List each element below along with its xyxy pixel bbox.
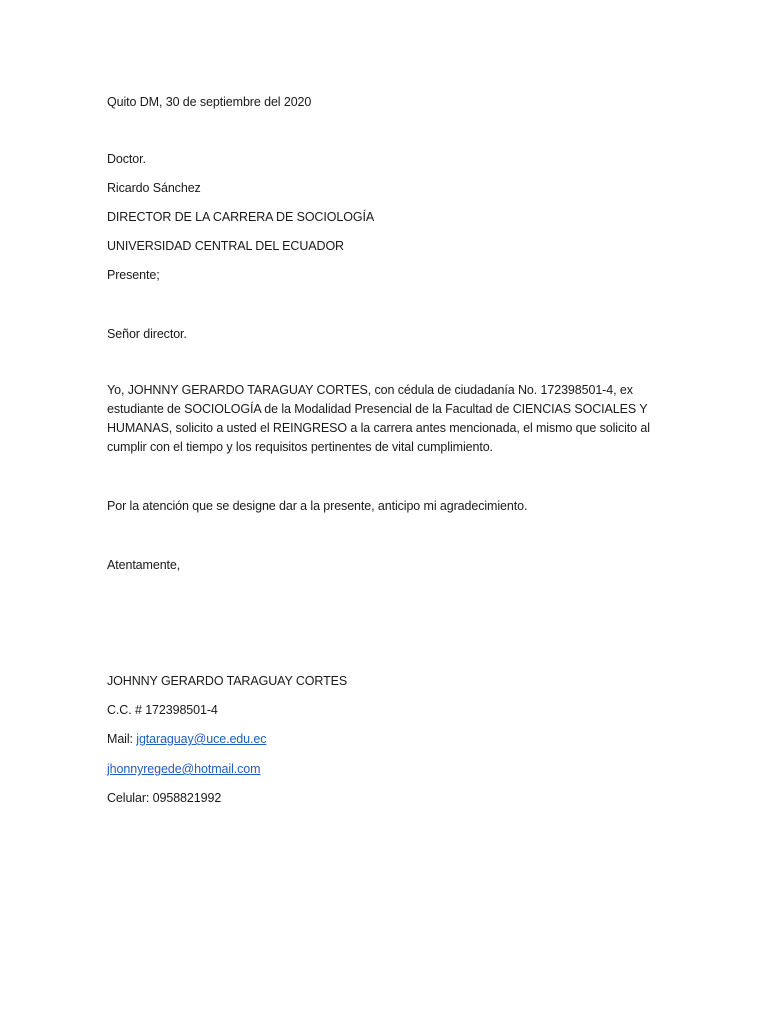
signature-mail-secondary-line <box>107 760 260 778</box>
signature-cc: C.C. # 172398501-4 <box>107 703 218 717</box>
body-line: estudiante de SOCIOLOGÍA de la Modalidad Presencial de la Facultad de CIENCIAS SOCIALES Y <box>107 402 648 416</box>
recipient-title: Doctor. <box>107 152 146 166</box>
body-line: Yo, JOHNNY GERARDO TARAGUAY CORTES, con cédula de ciudadanía No. 172398501-4, ex <box>107 383 633 397</box>
signature-phone: Celular: 0958821992 <box>107 791 222 805</box>
presente-line: Presente; <box>107 268 160 282</box>
mail-label: Mail: <box>107 732 137 746</box>
mail-primary-link[interactable]: jgtaraguay@uce.edu.ec <box>136 732 267 746</box>
recipient-institution: UNIVERSIDAD CENTRAL DEL ECUADOR <box>107 239 344 253</box>
signature-name: JOHNNY GERARDO TARAGUAY CORTES <box>107 674 348 688</box>
recipient-position: DIRECTOR DE LA CARRERA DE SOCIOLOGÍA <box>107 210 375 224</box>
signature-mail-line <box>107 730 266 748</box>
body-paragraph <box>107 381 667 457</box>
body-line: HUMANAS, solicito a usted el REINGRESO a la carrera antes mencionada, el mismo que solicito al <box>107 421 650 435</box>
body-line: cumplir con el tiempo y los requisitos pertinentes de vital cumplimiento. <box>107 440 493 454</box>
mail-secondary-link[interactable]: jhonnyregede@hotmail.com <box>107 762 261 776</box>
date-line: Quito DM, 30 de septiembre del 2020 <box>107 95 312 109</box>
closing: Atentamente, <box>107 558 181 572</box>
salutation: Señor director. <box>107 327 187 341</box>
recipient-name: Ricardo Sánchez <box>107 181 201 195</box>
closing-request: Por la atención que se designe dar a la presente, anticipo mi agradecimiento. <box>107 499 528 513</box>
